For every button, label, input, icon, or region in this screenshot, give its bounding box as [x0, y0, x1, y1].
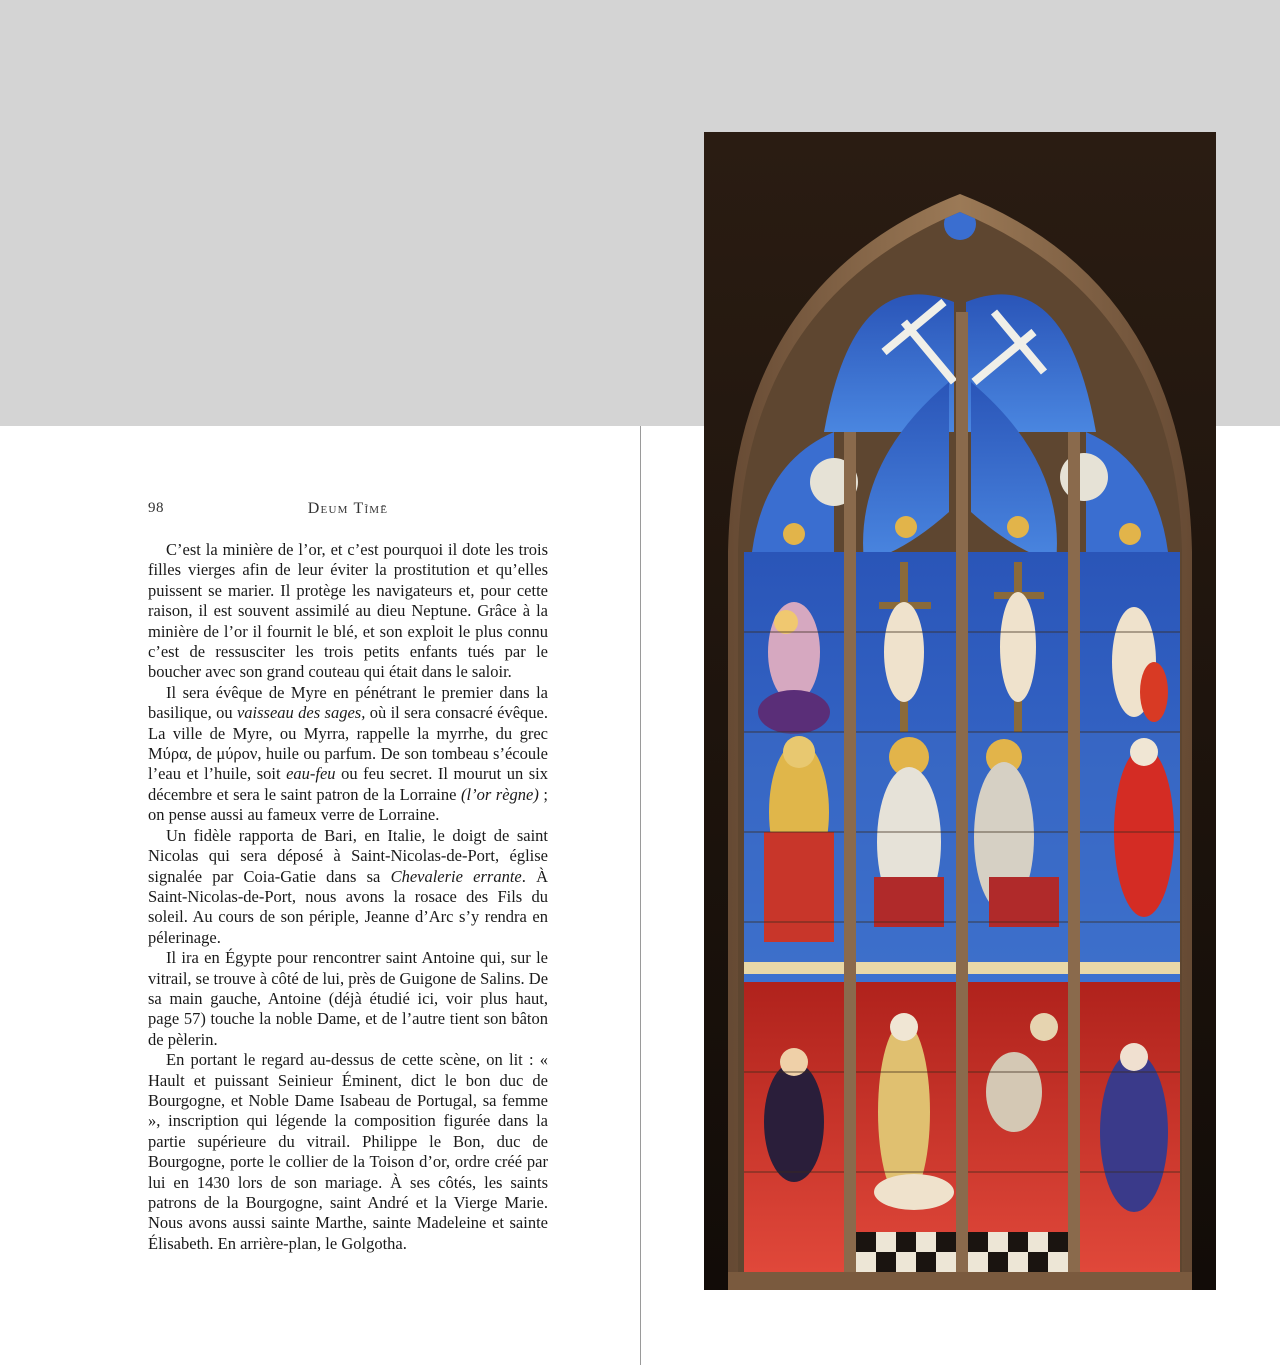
paragraph: [148, 1050, 548, 1254]
stained-glass-window: [704, 132, 1216, 1290]
paragraph: [148, 540, 548, 683]
italic-text: eau-feu: [286, 764, 336, 784]
text-run: Il sera évêque de Myre en pénétrant le premier dans la basilique, ou: [148, 682, 548, 723]
italic-text: (l’or règne): [461, 784, 539, 804]
italic-text: vaisseau des sages,: [236, 703, 366, 723]
text-run: ; on pense aussi au fameux verre de Lorraine.: [148, 784, 548, 825]
text-run: où il sera consacré évêque. La ville de Myre, ou Myrra, rappelle la myrrhe, du grec Μύρα, de μύρον, huile ou parfum. De son tombeau s’écoule l’eau et l’huile, soit: [148, 703, 548, 784]
page-gutter-line: [640, 426, 641, 1365]
text-run: ou feu secret. Il mourut un six décembre et sera le saint patron de la Lorraine: [148, 764, 548, 804]
text-run: C’est la minière de l’or, et c’est pourquoi il dote les trois filles vierges afin de leur éviter la prostitution et qu’elles puissent se marier. Il protège les navigateurs et, pour cette raison, il est souvent assimilé au dieu Neptune. Grâce à la minière de l’or il fournit le blé, et son exploit le plus connu c’est de ressusciter les trois petits enfants tués par le boucher avec son grand couteau qui était dans le saloir.: [148, 540, 548, 682]
stained-glass-photo: [704, 132, 1216, 1290]
page-number: 98: [148, 500, 164, 516]
italic-text: Chevalerie errante: [390, 866, 522, 886]
running-head: [148, 500, 548, 518]
body-text: [148, 540, 548, 1254]
paragraph: [148, 683, 548, 826]
text-run: Un fidèle rapporta de Bari, en Italie, le doigt de saint Nicolas qui sera déposé à Saint-Nicolas-de-Port, église signalée par Coia-Gatie dans sa: [148, 825, 548, 886]
book-title: Deum Tĩmē: [307, 500, 389, 517]
text-run: Il ira en Égypte pour rencontrer saint Antoine qui, sur le vitrail, se trouve à côté de lui, près de Guigone de Salins. De sa main gauche, Antoine (déjà étudié ici, voir plus haut, page 57) touche la noble Dame, et de l’autre tient son bâton de pèlerin.: [148, 948, 549, 1049]
paragraph: [148, 948, 548, 1050]
text-run: . À Saint-Nicolas-de-Port, nous avons la rosace des Fils du soleil. Au cours de son périple, Jeanne d’Arc s’y rendra en pélerinage.: [148, 866, 549, 947]
paragraph: [148, 826, 548, 948]
text-run: En portant le regard au-dessus de cette scène, on lit : « Hault et puissant Seinieur Éminent, dict le bon duc de Bourgogne, et Noble Dame Isabeau de Portugal, sa femme », inscription qui légende la composition figurée dans la partie supérieure du vitrail. Philippe le Bon, duc de Bourgogne, porte le collier de la Toison d’or, ordre créé par lui en 1430 lors de son mariage. À ses côtés, les saints patrons de la Bourgogne, saint André et la Vierge Marie. Nous avons aussi sainte Marthe, sainte Madeleine et sainte Élisabeth. En arrière-plan, le Golgotha.: [148, 1050, 548, 1253]
